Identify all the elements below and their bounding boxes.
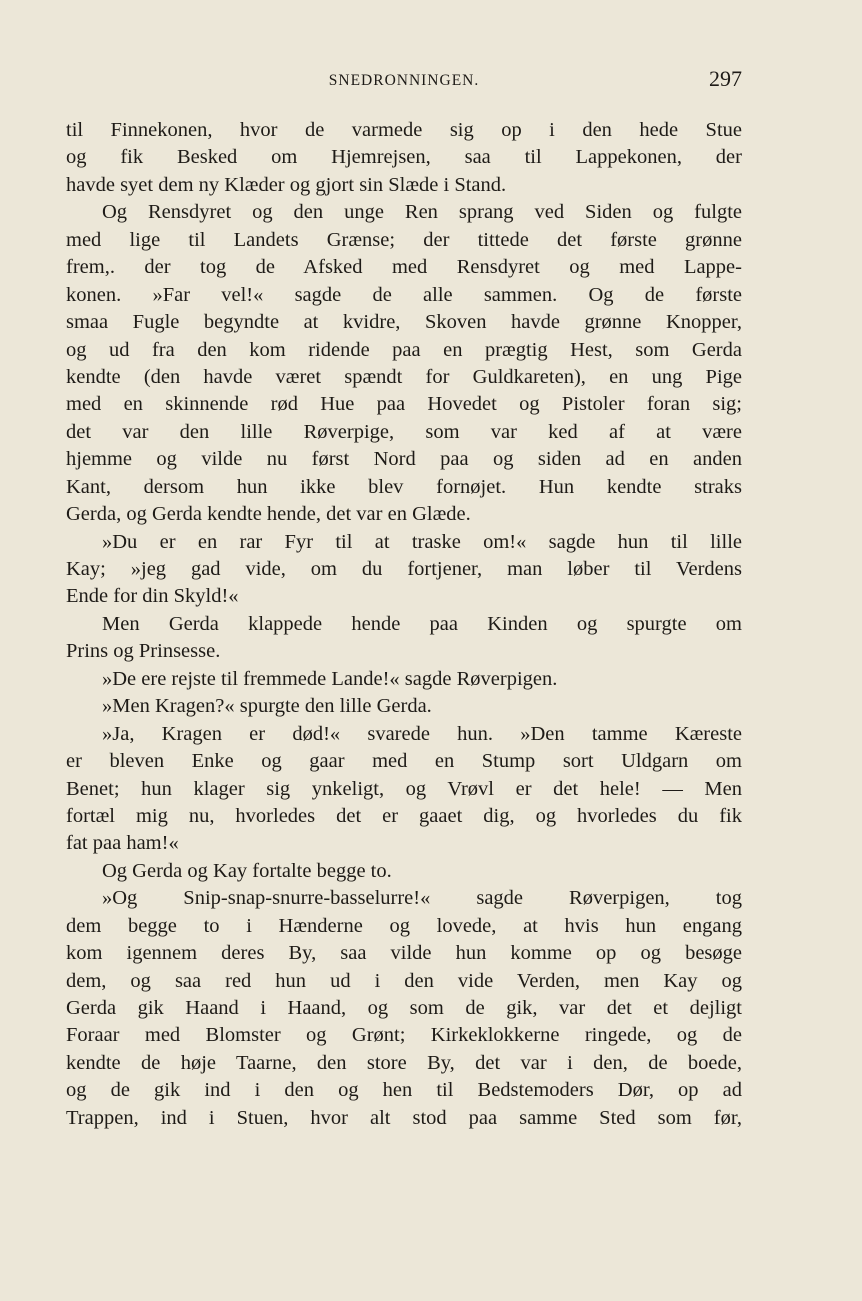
text-line: Foraar med Blomster og Grønt; Kirkeklokkerne ringede, og de bbox=[66, 1024, 742, 1047]
text-line: »Du er en rar Fyr til at traske om!« sagde hun til lille bbox=[102, 530, 742, 553]
text-line: havde syet dem ny Klæder og gjort sin Slæde i Stand. bbox=[66, 173, 507, 196]
text-line: Og Rensdyret og den unge Ren sprang ved Siden og fulgte bbox=[102, 201, 742, 224]
text-line: konen. »Far vel!« sagde de alle sammen. Og de første bbox=[66, 283, 742, 306]
text-line: og ud fra den kom ridende paa en prægtig Hest, som Gerda bbox=[66, 338, 742, 361]
text-line: »Men Kragen?« spurgte den lille Gerda. bbox=[102, 695, 432, 718]
text-line: fat paa ham!« bbox=[66, 832, 179, 855]
text-line: dem, og saa red hun ud i den vide Verden, men Kay og bbox=[66, 969, 742, 992]
text-line: kendte (den havde været spændt for Guldkareten), en ung Pige bbox=[66, 365, 742, 388]
text-line: fortæl mig nu, hvorledes det er gaaet dig, og hvorledes du fik bbox=[66, 804, 742, 827]
text-line: og fik Besked om Hjemrejsen, saa til Lappekonen, der bbox=[66, 146, 742, 169]
text-line: med lige til Landets Grænse; der tittede det første grønne bbox=[66, 228, 742, 251]
text-line: er bleven Enke og gaar med en Stump sort Uldgarn om bbox=[66, 750, 742, 773]
text-line: til Finnekonen, hvor de varmede sig op i den hede Stue bbox=[66, 119, 742, 141]
text-line: Kay; »jeg gad vide, om du fortjener, man løber til Verdens bbox=[66, 558, 742, 580]
body-text bbox=[66, 117, 742, 1132]
text-line: og de gik ind i den og hen til Bedstemoders Dør, op ad bbox=[66, 1079, 742, 1102]
text-line: dem begge to i Hænderne og lovede, at hvis hun engang bbox=[66, 914, 742, 937]
text-line: Prins og Prinsesse. bbox=[66, 640, 221, 663]
text-line: med en skinnende rød Hue paa Hovedet og Pistoler foran sig; bbox=[66, 393, 742, 416]
text-line: smaa Fugle begyndte at kvidre, Skoven havde grønne Knopper, bbox=[66, 311, 742, 334]
text-line: det var den lille Røverpige, som var ked af at være bbox=[66, 420, 742, 443]
text-line: Ende for din Skyld!« bbox=[66, 585, 239, 608]
text-line: Men Gerda klappede hende paa Kinden og spurgte om bbox=[102, 612, 742, 635]
page-header bbox=[66, 66, 742, 96]
page-number: 297 bbox=[709, 66, 742, 91]
text-line: »Ja, Kragen er død!« svarede hun. »Den tamme Kæreste bbox=[102, 722, 742, 745]
text-line: Gerda gik Haand i Haand, og som de gik, var det et dejligt bbox=[66, 997, 742, 1019]
text-line: Kant, dersom hun ikke blev fornøjet. Hun kendte straks bbox=[66, 475, 742, 498]
text-line: »Og Snip-snap-snurre-basselurre!« sagde Røverpigen, tog bbox=[102, 887, 742, 910]
text-line: Og Gerda og Kay fortalte begge to. bbox=[102, 859, 392, 882]
text-line: kendte de høje Taarne, den store By, det var i den, de boede, bbox=[66, 1051, 742, 1074]
running-title: SNEDRONNINGEN. bbox=[328, 72, 480, 89]
text-line: Benet; hun klager sig ynkeligt, og Vrøvl er det hele! — Men bbox=[66, 777, 742, 800]
text-line: »De ere rejste til fremmede Lande!« sagde Røverpigen. bbox=[102, 667, 558, 690]
text-line: hjemme og vilde nu først Nord paa og siden ad en anden bbox=[66, 448, 742, 471]
text-line: Trappen, ind i Stuen, hvor alt stod paa samme Sted som før, bbox=[66, 1106, 742, 1129]
text-line: Gerda, og Gerda kendte hende, det var en Glæde. bbox=[66, 503, 471, 526]
text-line: kom igennem deres By, saa vilde hun komme op og besøge bbox=[66, 942, 742, 965]
text-line: frem,. der tog de Afsked med Rensdyret og med Lappe- bbox=[66, 256, 742, 279]
